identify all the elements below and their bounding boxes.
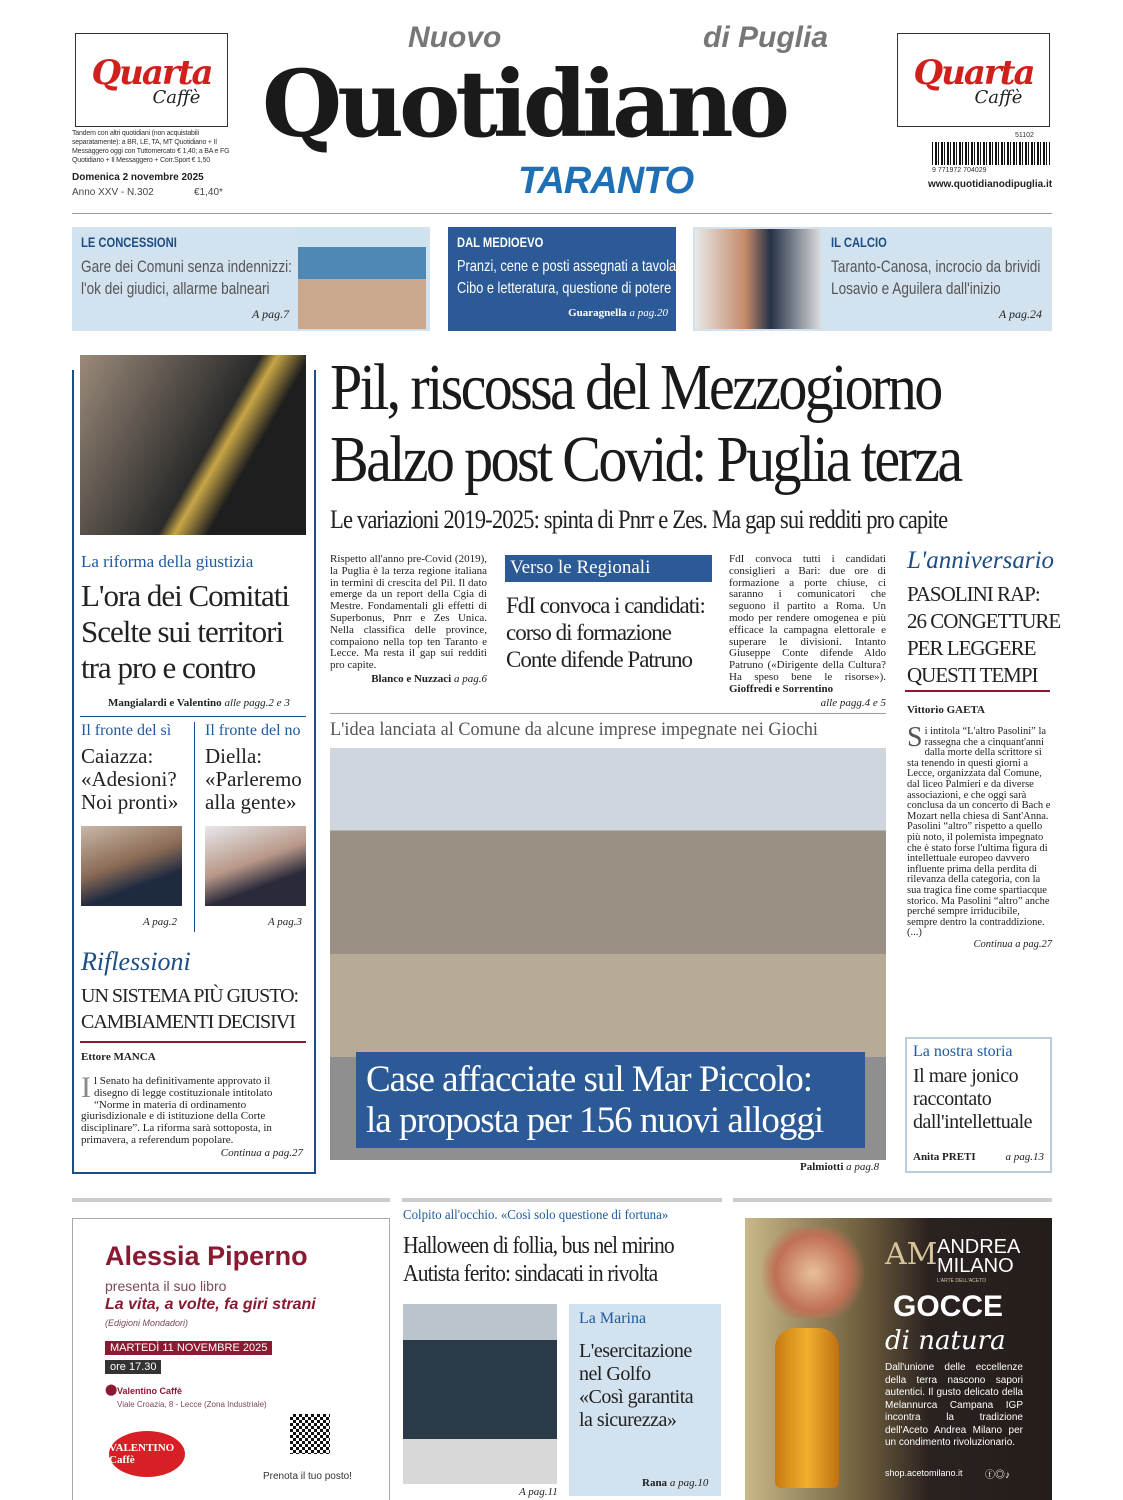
regionali-article [729,554,886,709]
author: Blanco e Nuzzaci [371,672,452,685]
article-body: i intitola “L'altro Pasolini” la rassegna che a cinquant'anni dalla morte della scrittore si sta tenendo in questi giorni a Lecce, organizzata dal Comune, dal liceo Palmieri e da diverse associazioni, e che oggi sarà conclusa da un concerto di Bach e Mozart nella chiesa di Sant'Anna. Pasolini “altro” rispetto a quello più noto, il polemista impegnato che è stato forse l'ultima figura di intellettuale europeo davvero influente prima della perdita di rilevanza della categoria, con la sua tragica fine come spartiacque storico. Ma Pasolini “altro” anche perché sempre irriducibile, sempre dentro la contraddizione. (...) [907,726,1051,939]
regionali-title[interactable] [506,592,705,673]
masthead-di-puglia: di Puglia [703,21,829,54]
title-line: UN SISTEMA PIÙ GIUSTO: [81,985,299,1007]
apple-hands-image [753,1228,873,1318]
brand-tagline: L'ARTE DELL'ACETO [937,1278,986,1284]
masthead-title: Quotidiano [262,50,785,158]
barcode-number: 9 771972 704029 [932,167,987,174]
barcode [932,142,1050,165]
storia-box[interactable] [905,1037,1052,1173]
article-body: Rispetto all'anno pre-Covid (2019), la Puglia è la terza regione italiana in termini di crescita del Pil. Il dato emerge da un report della Cgia di Mestre. Fondamentali gli effetti di Superbonus, Pnrr e Zes Unica. Nella classifica delle province, compaiono nella top ten Taranto e Lecce. Ma resta il gap sui redditi pro capite. [330,553,487,672]
teaser-line: Gare dei Comuni senza indennizzi: [81,257,292,276]
title-line: corso di formazione [506,620,671,645]
ad-text: presenta il suo libro [105,1278,227,1294]
teaser-line: Cibo e letteratura, questione di potere [457,280,672,297]
price: €1,40* [194,187,223,198]
coach-photo [695,229,821,329]
photo-story-kicker: L'idea lanciata al Comune da alcune imprese impegnate nei Giochi [330,719,818,740]
masthead-nuovo: Nuovo [408,21,502,54]
brand-line: MILANO [937,1255,1014,1277]
teaser-author: Guaragnella [568,307,627,319]
author: Gioffredi e Sorrentino [729,682,834,695]
teaser-calcio[interactable] [693,227,1052,331]
continue-link[interactable]: Continua a pag.27 [973,938,1052,950]
author: Vittorio GAETA [907,704,985,716]
ad-time: ore 17.30 [105,1360,161,1374]
teaser-label: IL CALCIO [831,234,887,250]
title-line: raccontato [913,1088,992,1110]
logo-text-sub: Caffè [152,86,201,108]
ad-body: Dall'unione delle eccellenze della terra nascono sapori autentici. Il gusto delicato della Melannurca Campana IGP incontra la tradizione dell'Aceto Andrea Milano per un condimento rivoluzionario. [885,1362,1023,1448]
article-kicker: Il fronte del no [205,722,301,739]
title-line: L'esercitazione [579,1340,692,1362]
ad-cta: Prenota il tuo posto! [263,1471,352,1482]
author: Anita PRETI [913,1151,976,1163]
tandem-note: Tandem con altri quotidiani (non acquistabili separatamente): a BR, LE, TA, MT Quotidiano + Il Messaggero oggi con Tuttomercato € 1,40; a BA e FG Quotidiano + Il Messaggero + Corr.Sport € 1,50 [72,130,230,164]
title-line: «Adesioni? [81,767,177,791]
section-title: Riflessioni [81,947,191,976]
teaser-label: LE CONCESSIONI [81,234,177,250]
author: Rana [642,1477,668,1489]
page-ref: A pag.2 [143,916,178,928]
logo-text: Quarta [913,52,1034,93]
opinion-title[interactable] [81,983,298,1035]
social-icons[interactable]: ⓕ◎♪ [985,1470,1010,1481]
title-line: Scelte sui territori [81,614,284,649]
marina-box[interactable] [569,1304,721,1496]
caption-line: Case affacciate sul Mar Piccolo: [366,1059,813,1100]
title-line: Caiazza: [81,744,154,768]
caiazza-photo [81,826,182,906]
logo-text: Quarta [91,52,212,93]
title-line: Noi pronti» [81,790,179,814]
vinegar-ad[interactable] [745,1218,1052,1500]
barcode-top: 51102 [1015,132,1034,139]
ad-script: di natura [885,1326,1006,1356]
divider [402,1198,722,1202]
title-line: QUESTI TEMPI [907,663,1038,687]
author: Ettore MANCA [81,1051,156,1063]
teaser-label: DAL MEDIOEVO [457,234,544,250]
page-ref: a pag.6 [454,672,487,685]
article-body: FdI convoca tutti i candidati consiglieri a Bari: due ore di formazione a porte chiuse, ci saranno i comunicatori che seguono il partito a Roma. Un modo per rendere omogenea e più efficace la campagna elettorale e superare le divisioni. Intanto Giuseppe Conte difende Aldo Patruno («Dirigente della Cultura? Ha speso bene le risorse»). [729,553,886,683]
article-kicker: La nostra storia [913,1043,1013,1060]
title-line: nel Golfo [579,1363,651,1385]
page-ref: alle pagg.4 e 5 [820,696,886,709]
issue-number: Anno XXV - N.302 [72,187,154,198]
author: Palmiotti [800,1161,844,1173]
teaser-line: Losavio e Aguilera dall'inizio [831,279,1001,298]
page-ref: A pag.11 [519,1486,558,1498]
title-line: «Così garantita [579,1386,694,1408]
continue-link[interactable]: Continua a pag.27 [220,1146,303,1159]
divider [330,713,886,714]
title-line: «Parleremo [205,767,302,791]
divider [733,1198,1052,1202]
qr-code[interactable] [290,1414,330,1454]
article-kicker: Il fronte del sì [81,722,172,739]
halloween-title[interactable] [403,1232,674,1288]
title-line: PER LEGGERE [907,636,1036,660]
main-headline-line2[interactable]: Balzo post Covid: Puglia terza [330,423,961,496]
diella-photo [205,826,306,906]
title-line: dall'intellettuale [913,1111,1032,1133]
ad-book-title: La vita, a volte, fa giri strani [105,1296,316,1313]
teaser-page: A pag.24 [998,307,1042,321]
anniversario-title[interactable] [907,581,1060,689]
no-title[interactable] [205,745,302,814]
website-link[interactable]: www.quotidianodipuglia.it [928,179,1053,190]
issue-date: Domenica 2 novembre 2025 [72,172,204,183]
title-line: tra pro e contro [81,650,256,685]
article-kicker: La riforma della giustizia [81,552,254,571]
article-title[interactable] [81,578,289,686]
ad-publisher: (Edigioni Mondadori) [105,1318,189,1328]
sponsor-logo-left [75,33,228,127]
photo-caption[interactable] [356,1052,865,1148]
teaser-line: Pranzi, cene e posti assegnati a tavola [457,258,677,275]
teaser-page: a pag.20 [629,307,668,319]
ad-venue: Valentino Caffè [117,1386,183,1396]
title-line: la sicurezza» [579,1409,677,1431]
title-line: FdI convoca i candidati: [506,593,705,618]
page-ref: A pag.3 [268,916,303,928]
anniversario-article [907,722,1052,950]
teaser-concessioni[interactable] [72,227,430,331]
vinegar-bottle-image [775,1328,839,1488]
title-line: CAMBIAMENTI DECISIVI [81,1011,295,1033]
ad-address: Viale Croazia, 8 - Lecce (Zona Industriale) [117,1400,267,1409]
title-line: Halloween di follia, bus nel mirino [403,1233,674,1259]
divider [72,213,1052,214]
title-line: L'ora dei Comitati [81,578,289,613]
ad-url[interactable]: shop.acetomilano.it [885,1468,963,1478]
main-article [330,554,487,685]
brand-line: ANDREA [937,1236,1021,1258]
teaser-line: Taranto-Canosa, incrocio da brividi [831,257,1041,276]
title-line: Diella: [205,744,263,768]
article-body: l Senato ha definitivamente approvato il disegno di legge costituzionale intitolato “Norme in materia di ordinamento giurisdizionale e di istituzione della Corte disciplinare”. La riforma sarà sottoposta, in primavera, a referendum popolare. [81,1075,273,1146]
divider [194,722,195,932]
page-ref: alle pagg.2 e 3 [224,697,290,709]
article-kicker: Colpito all'occhio. «Così solo questione di fortuna» [403,1208,669,1223]
title-line: Il mare jonico [913,1065,1019,1087]
si-title[interactable] [81,745,178,814]
riflessioni-article [81,1071,303,1160]
book-presentation-ad[interactable] [72,1218,390,1500]
valentino-logo: VALENTINO Caffè [109,1431,185,1477]
location-pin-icon: ⬤ [105,1384,118,1396]
section-title: L'anniversario [907,547,1055,574]
teaser-medioevo[interactable] [448,227,676,331]
title-line: 26 CONGETTURE [907,609,1061,633]
logo-text-sub: Caffè [974,86,1023,108]
main-subhead: Le variazioni 2019-2025: spinta di Pnrr e Zes. Ma gap sui redditi pro capite [330,505,948,534]
article-kicker: La Marina [579,1310,647,1327]
drop-cap: I [81,1071,91,1104]
divider [905,690,1050,692]
page-ref: a pag.10 [669,1477,709,1489]
title-line: Autista ferito: sindacati in rivolta [403,1261,658,1287]
beach-photo [298,229,426,329]
title-line: alla gente» [205,790,297,814]
ad-date: MARTEDÌ 11 NOVEMBRE 2025 [105,1341,272,1355]
sponsor-logo-right [897,33,1050,127]
page-ref: a pag.8 [846,1161,880,1173]
teaser-line: l'ok dei giudici, allarme balneari [81,279,270,298]
divider [80,716,306,717]
ad-headline: GOCCE [893,1290,1004,1323]
damaged-bus-photo [403,1304,557,1484]
drop-cap: S [907,722,923,753]
main-headline-line1[interactable]: Pil, riscossa del Mezzogiorno [330,351,941,424]
ad-author-name: Alessia Piperno [105,1241,308,1271]
author: Mangialardi e Valentino [108,697,222,709]
page-ref: a pag.13 [1005,1151,1044,1163]
caption-line: la proposta per 156 nuovi alloggi [366,1100,824,1141]
section-label: Verso le Regionali [505,555,712,582]
am-monogram: AM [885,1237,938,1272]
teaser-page: A pag.7 [252,307,290,321]
divider [80,1041,306,1043]
title-line: PASOLINI RAP: [907,582,1040,606]
edition-name: TARANTO [518,160,694,202]
title-line: Conte difende Patruno [506,647,692,672]
divider [72,1198,390,1202]
judge-robe-photo [80,355,306,535]
